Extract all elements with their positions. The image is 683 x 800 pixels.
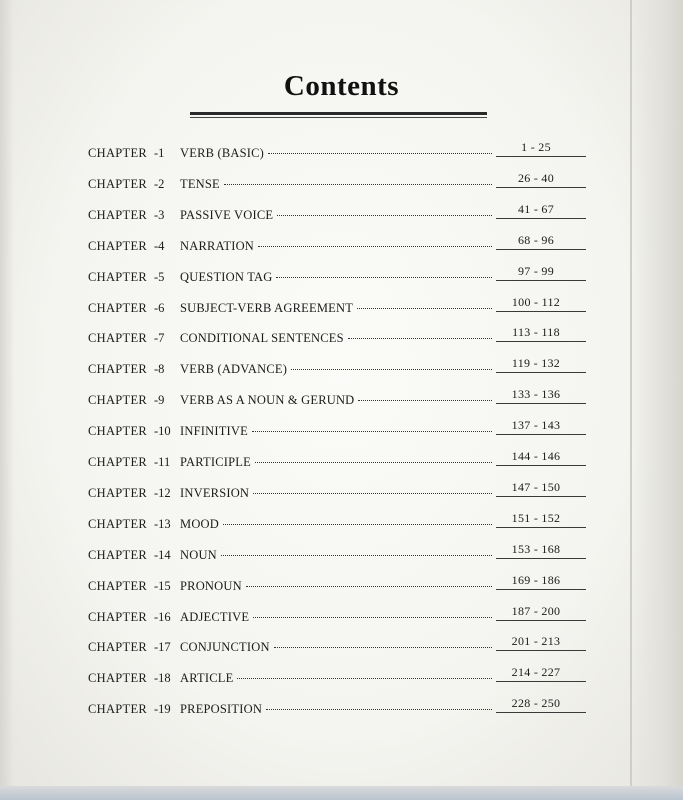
chapter-number: -9 <box>154 393 165 408</box>
chapter-title: NOUN <box>180 547 217 562</box>
page-range: 133 - 136 <box>511 387 561 402</box>
page-range-underline <box>496 280 586 281</box>
chapter-title: TENSE <box>180 176 220 191</box>
dot-leader <box>358 400 492 401</box>
chapter-title: VERB (BASIC) <box>180 146 265 160</box>
chapter-word: CHAPTER <box>88 362 148 377</box>
page-range: 228 - 250 <box>511 696 561 711</box>
chapter-number: -1 <box>154 146 165 160</box>
chapter-word: CHAPTER <box>88 207 148 222</box>
page-range-underline <box>496 403 586 404</box>
chapter-title-leader <box>180 486 492 501</box>
chapter-word: CHAPTER <box>88 238 148 253</box>
chapter-title-leader <box>180 208 492 223</box>
chapter-title: MOOD <box>180 516 219 531</box>
dot-leader <box>255 462 492 463</box>
chapter-title-leader <box>180 331 492 346</box>
page-range-underline <box>496 341 586 342</box>
chapter-title-leader <box>180 301 492 316</box>
chapter-title: PRONOUN <box>180 578 242 593</box>
chapter-title: PASSIVE VOICE <box>180 207 274 222</box>
chapter-word: CHAPTER <box>88 516 148 531</box>
chapter-title: SUBJECT-VERB AGREEMENT <box>180 300 354 315</box>
chapter-title-leader <box>180 362 492 377</box>
toc-entry <box>88 479 568 506</box>
dot-leader <box>258 246 492 247</box>
page-range-underline <box>496 496 586 497</box>
chapter-title: INVERSION <box>180 485 250 500</box>
page-range: 119 - 132 <box>511 356 561 371</box>
chapter-title: VERB (ADVANCE) <box>180 362 288 377</box>
chapter-word: CHAPTER <box>88 146 148 160</box>
chapter-number: -10 <box>154 424 171 439</box>
chapter-title: PARTICIPLE <box>180 455 251 469</box>
toc-entry <box>88 263 568 290</box>
dot-leader <box>253 493 492 494</box>
toc-entry <box>88 572 568 599</box>
page-range-underline <box>496 434 586 435</box>
toc-entry <box>88 294 568 321</box>
dot-leader <box>348 338 492 339</box>
chapter-word: CHAPTER <box>88 393 148 408</box>
chapter-number: -11 <box>154 455 171 469</box>
chapter-title-leader <box>180 640 492 655</box>
dot-leader <box>223 524 492 525</box>
chapter-title: INFINITIVE <box>180 424 248 439</box>
chapter-title: ARTICLE <box>180 671 234 686</box>
page-range-underline <box>496 187 586 188</box>
toc-entry <box>88 634 568 660</box>
chapter-title-leader <box>180 517 492 532</box>
page-range-underline <box>496 156 586 157</box>
dot-leader <box>221 555 492 556</box>
chapter-number: -13 <box>154 516 171 531</box>
chapter-word: CHAPTER <box>88 671 148 686</box>
page-range: 144 - 146 <box>511 449 561 463</box>
page-range: 41 - 67 <box>517 201 555 216</box>
chapter-title-leader <box>180 702 492 717</box>
toc-entry <box>88 232 568 259</box>
chapter-word: CHAPTER <box>88 455 148 469</box>
toc-entry <box>88 140 568 166</box>
chapter-number: -4 <box>154 238 165 253</box>
chapter-title: VERB AS A NOUN & GERUND <box>180 393 355 408</box>
page-range: 147 - 150 <box>511 479 561 494</box>
chapter-number: -5 <box>154 269 165 284</box>
chapter-title: PREPOSITION <box>180 702 263 717</box>
chapter-number: -19 <box>154 702 171 717</box>
dot-leader <box>224 184 492 185</box>
chapter-word: CHAPTER <box>88 609 148 624</box>
page-range-underline <box>496 527 586 528</box>
page-range-underline <box>496 589 586 590</box>
chapter-title: CONJUNCTION <box>180 640 270 655</box>
toc-entry <box>88 418 568 444</box>
chapter-number: -12 <box>154 485 171 500</box>
chapter-title-leader <box>180 671 492 686</box>
page-range-underline <box>496 249 586 250</box>
dot-leader <box>237 678 492 679</box>
chapter-word: CHAPTER <box>88 640 148 655</box>
page-range-underline <box>496 311 586 312</box>
chapter-word: CHAPTER <box>88 578 148 593</box>
chapter-title-leader <box>180 177 492 192</box>
page-range: 153 - 168 <box>511 541 561 556</box>
chapter-number: -15 <box>154 578 171 593</box>
page-range: 97 - 99 <box>517 263 555 278</box>
page-range-underline <box>496 218 586 219</box>
page-title: Contents <box>283 70 400 102</box>
toc-entry <box>88 449 568 475</box>
chapter-number: -18 <box>154 671 171 686</box>
chapter-word: CHAPTER <box>88 702 148 717</box>
page-range-underline <box>496 465 586 466</box>
chapter-word: CHAPTER <box>88 176 148 191</box>
page-range: 113 - 118 <box>512 325 560 340</box>
page-range-underline <box>496 620 586 621</box>
chapter-title: NARRATION <box>180 238 255 253</box>
chapter-number: -16 <box>154 609 171 624</box>
chapter-word: CHAPTER <box>88 424 148 439</box>
chapter-title: QUESTION TAG <box>180 269 273 284</box>
page-range: 169 - 186 <box>511 572 561 587</box>
dot-leader <box>291 369 492 370</box>
page-range: 201 - 213 <box>511 634 561 649</box>
chapter-number: -7 <box>154 331 165 346</box>
page-range: 1 - 25 <box>521 140 551 154</box>
chapter-title-leader <box>180 239 492 254</box>
page-range-underline <box>496 650 586 651</box>
chapter-title-leader <box>180 455 492 470</box>
chapter-word: CHAPTER <box>88 300 148 315</box>
dot-leader <box>266 709 492 710</box>
chapter-title-leader <box>180 610 492 625</box>
toc-entry <box>88 510 568 537</box>
page-range: 151 - 152 <box>511 510 561 525</box>
page-range: 137 - 143 <box>511 418 561 433</box>
chapter-title-leader <box>180 548 492 563</box>
dot-leader <box>246 586 492 587</box>
page-range: 68 - 96 <box>517 232 555 247</box>
chapter-word: CHAPTER <box>88 269 148 284</box>
chapter-word: CHAPTER <box>88 331 148 346</box>
toc-entry <box>88 170 568 197</box>
chapter-title-leader <box>180 393 492 408</box>
toc-entry <box>88 356 568 382</box>
chapter-number: -3 <box>154 207 165 222</box>
toc-entry <box>88 696 568 722</box>
toc-entry <box>88 387 568 413</box>
dot-leader <box>253 617 492 618</box>
dot-leader <box>274 647 492 648</box>
chapter-title-leader <box>180 270 492 285</box>
chapter-title-leader <box>180 579 492 594</box>
toc-entry <box>88 541 568 568</box>
dot-leader <box>276 277 492 278</box>
chapter-number: -14 <box>154 547 171 562</box>
page-range-underline <box>496 372 586 373</box>
dot-leader <box>268 153 492 154</box>
page-range-underline <box>496 681 586 682</box>
toc-entry <box>88 325 568 351</box>
chapter-title-leader <box>180 146 492 161</box>
chapter-number: -2 <box>154 176 165 191</box>
page-range: 214 - 227 <box>511 665 561 680</box>
toc-entry <box>88 603 568 630</box>
chapter-title: ADJECTIVE <box>180 609 250 624</box>
chapter-word: CHAPTER <box>88 547 148 562</box>
toc-entry <box>88 665 568 691</box>
chapter-number: -17 <box>154 640 171 655</box>
dot-leader <box>357 308 492 309</box>
toc-entry <box>88 201 568 228</box>
chapter-title-leader <box>180 424 492 439</box>
chapter-title: CONDITIONAL SENTENCES <box>180 331 344 346</box>
dot-leader <box>277 215 492 216</box>
chapter-word: CHAPTER <box>88 485 148 500</box>
page-range-underline <box>496 558 586 559</box>
page-range-underline <box>496 712 586 713</box>
page-range: 100 - 112 <box>511 294 561 309</box>
chapter-number: -8 <box>154 362 165 377</box>
page-range: 187 - 200 <box>511 603 561 618</box>
dot-leader <box>252 431 492 432</box>
chapter-number: -6 <box>154 300 165 315</box>
page-range: 26 - 40 <box>517 170 555 185</box>
